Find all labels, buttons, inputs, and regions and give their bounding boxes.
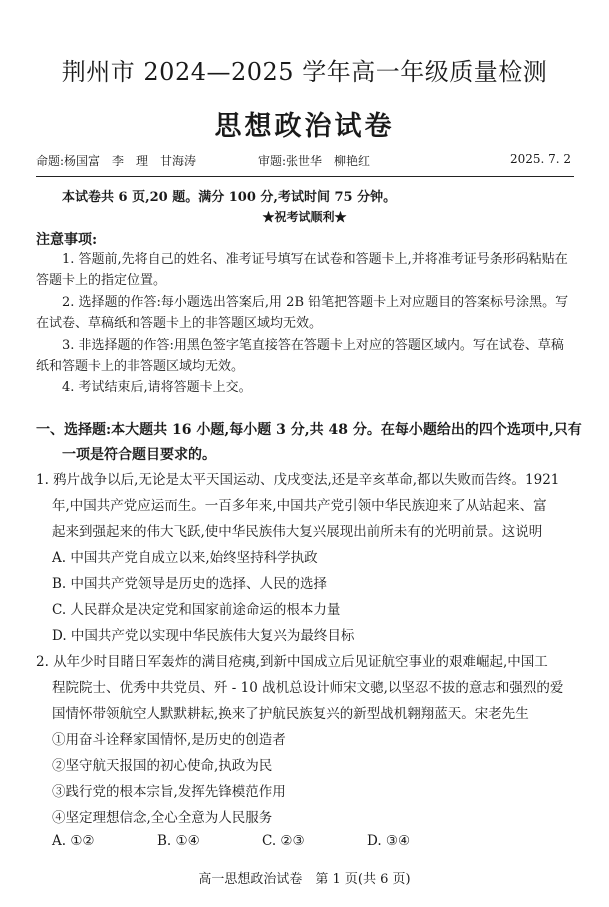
question-2-line: 2. 从年少时目睹日军轰炸的满目疮痍,到新中国成立后见证航空事业的艰难崛起,中国工 bbox=[36, 654, 548, 670]
q2-statement-1: ①用奋斗诠释家国情怀,是历史的创造者 bbox=[52, 732, 286, 748]
q2-choice-c: C. ②③ bbox=[262, 833, 305, 849]
question-2-line: 国情怀带领航空人默默耕耘,换来了护航民族复兴的新型战机翱翔蓝天。宋老先生 bbox=[52, 706, 529, 722]
page-footer: 高一思想政治试卷 第 1 页(共 6 页) bbox=[198, 872, 411, 887]
notes-heading: 注意事项: bbox=[36, 232, 98, 248]
q2-choice-b: B. ①④ bbox=[157, 833, 200, 849]
note-item: 1. 答题前,先将自己的姓名、准考证号填写在试卷和答题卡上,并将准考证号条形码粘贴在答题卡上的指定位置。 bbox=[36, 252, 568, 288]
question-1-line: 起来到强起来的伟大飞跃,使中华民族伟大复兴展现出前所未有的光明前景。这说明 bbox=[52, 524, 543, 540]
q1-option-a: A. 中国共产党自成立以来,始终坚持科学执政 bbox=[52, 550, 318, 566]
q2-choice-d: D. ③④ bbox=[367, 833, 411, 849]
exam-title: 荆州市 2024—2025 学年高一年级质量检测 bbox=[61, 58, 548, 86]
note-item: 2. 选择题的作答:每小题选出答案后,用 2B 铅笔把答题卡上对应题目的答案标号涂黑。写在试卷、草稿纸和答题卡上的非答题区域均无效。 bbox=[36, 295, 569, 331]
question-2-line: 程院院士、优秀中共党员、歼 - 10 战机总设计师宋文骢,以坚忍不拔的意志和强烈的爱 bbox=[52, 680, 564, 696]
subject-title: 思想政治试卷 bbox=[214, 111, 395, 142]
good-luck-banner: ★祝考试顺利★ bbox=[262, 210, 347, 224]
q1-option-b: B. 中国共产党领导是历史的选择、人民的选择 bbox=[52, 576, 328, 592]
section-heading: 一、选择题:本大题共 16 小题,每小题 3 分,共 48 分。在每小题给出的四个选项中,只有 bbox=[36, 422, 582, 438]
q2-statement-2: ②坚守航天报国的初心使命,执政为民 bbox=[52, 758, 273, 774]
q2-statement-3: ③践行党的根本宗旨,发挥先锋模范作用 bbox=[52, 784, 286, 800]
note-item: 3. 非选择题的作答:用黑色签字笔直接答在答题卡上对应的答题区域内。写在试卷、草稿纸和答题卡上的非答题区域均无效。 bbox=[36, 338, 564, 374]
question-1-line: 1. 鸦片战争以后,无论是太平天国运动、戊戌变法,还是辛亥革命,都以失败而告终。1921 bbox=[36, 472, 560, 488]
header-rule bbox=[36, 176, 574, 177]
authors-line: 命题:杨国富 李 理 甘海涛 bbox=[36, 154, 197, 168]
question-1-line: 年,中国共产党应运而生。一百多年来,中国共产党引领中华民族迎来了从站起来、富 bbox=[52, 498, 547, 514]
q2-statement-4: ④坚定理想信念,全心全意为人民服务 bbox=[52, 810, 273, 826]
note-item: 4. 考试结束后,请将答题卡上交。 bbox=[62, 380, 252, 395]
q1-option-c: C. 人民群众是决定党和国家前途命运的根本力量 bbox=[52, 602, 341, 618]
exam-summary: 本试卷共 6 页,20 题。满分 100 分,考试时间 75 分钟。 bbox=[62, 190, 397, 205]
q1-option-d: D. 中国共产党以实现中华民族伟大复兴为最终目标 bbox=[52, 628, 355, 644]
exam-date: 2025. 7. 2 bbox=[510, 152, 572, 166]
reviewers-line: 审题:张世华 柳艳红 bbox=[258, 154, 371, 168]
q2-choice-a: A. ①② bbox=[52, 833, 95, 849]
section-heading-cont: 一项是符合题目要求的。 bbox=[62, 447, 216, 463]
